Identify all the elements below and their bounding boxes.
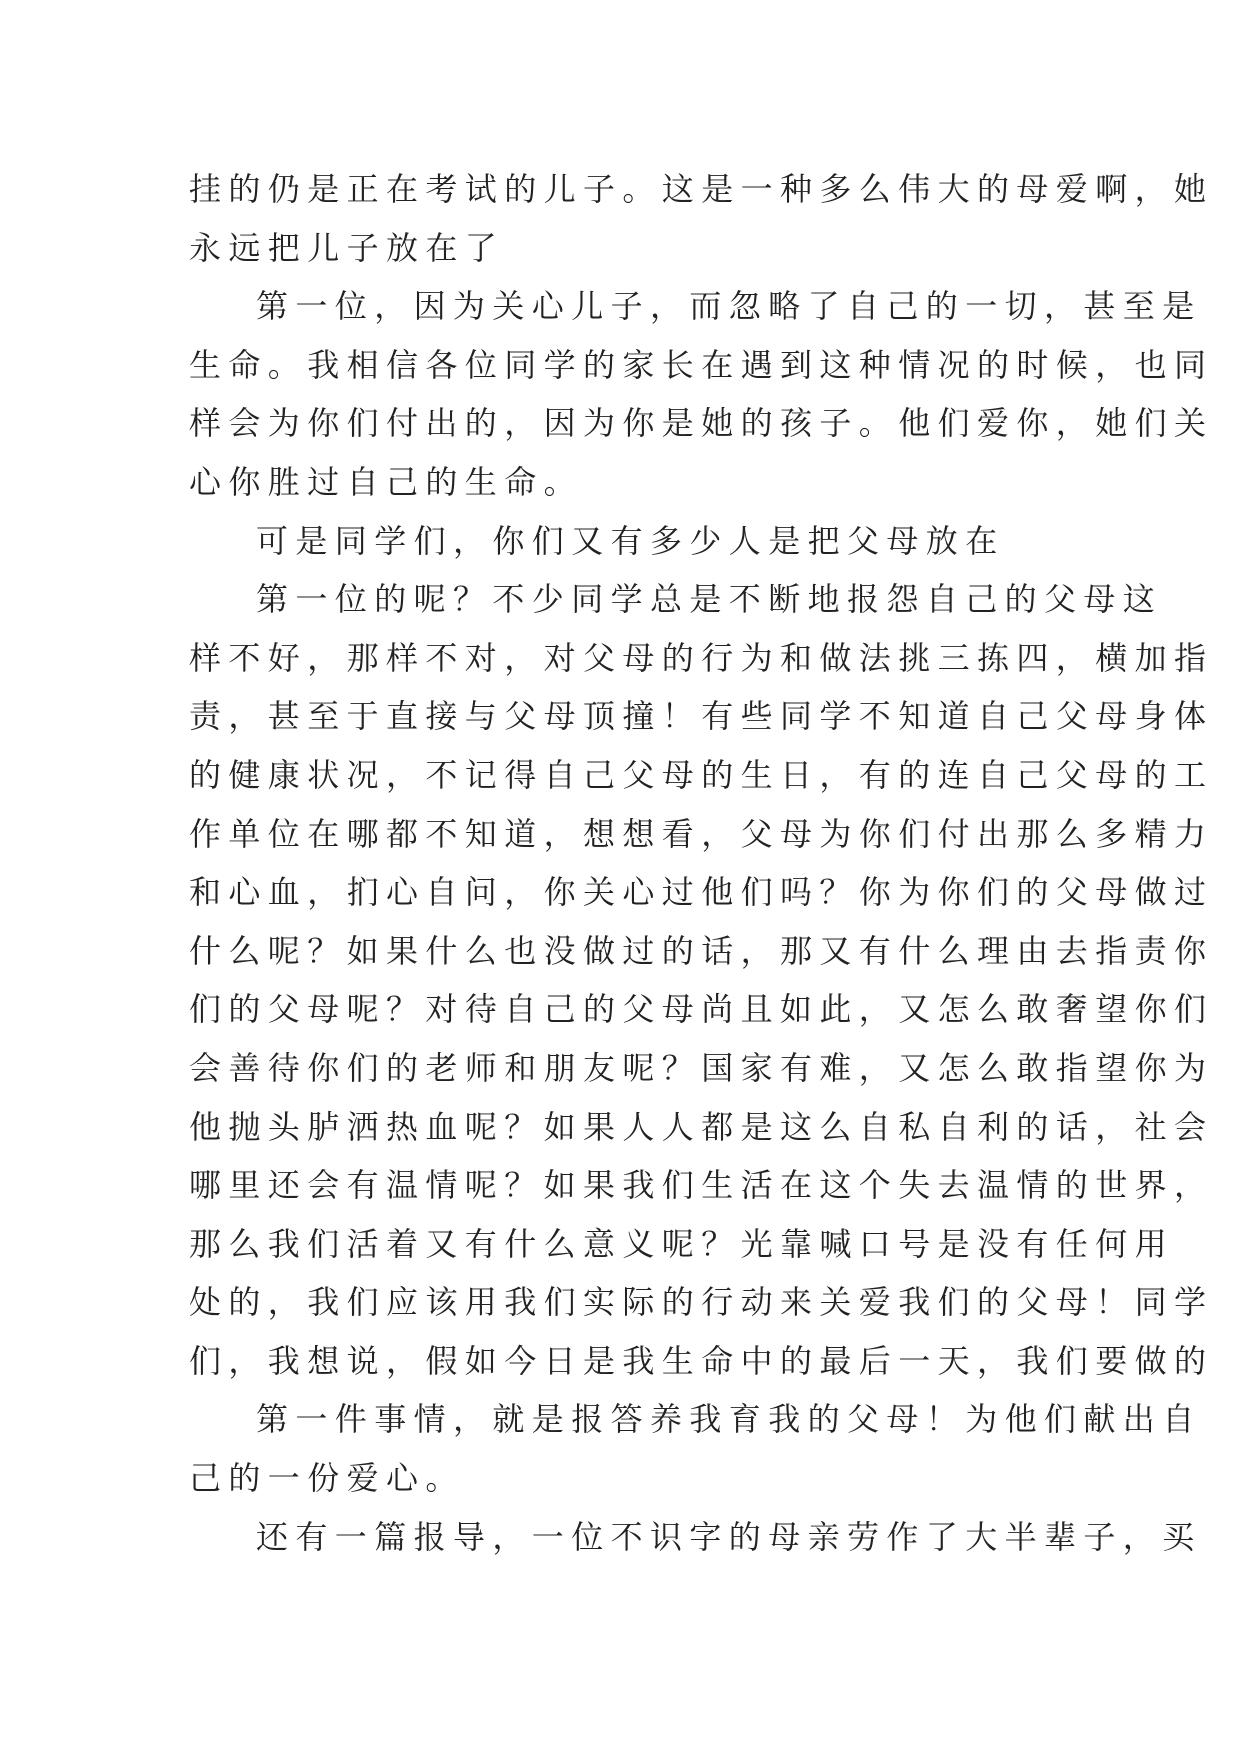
text-line: 挂的仍是正在考试的儿子。这是一种多么伟大的母爱啊，她: [189, 170, 1214, 208]
text-line: 的健康状况，不记得自己父母的生日，有的连自己父母的工: [189, 755, 1214, 794]
text-line: 样不好，那样不对，对父母的行为和做法挑三拣四，横加指: [189, 638, 1214, 677]
text-line: 哪里还会有温情呢？如果我们生活在这个失去温情的世界，: [189, 1166, 1214, 1205]
text-line: 心你胜过自己的生命。: [189, 462, 584, 501]
text-line: 处的，我们应该用我们实际的行动来关爱我们的父母！同学: [189, 1283, 1214, 1322]
text-line: 什么呢？如果什么也没做过的话，那又有什么理由去指责你: [189, 931, 1214, 970]
text-line: 还有一篇报导，一位不识字的母亲劳作了大半辈子，买: [256, 1517, 1202, 1556]
text-line: 会善待你们的老师和朋友呢？国家有难，又怎么敢指望你为: [189, 1048, 1214, 1087]
body-text: [189, 160, 1214, 1566]
text-line: 们，我想说，假如今日是我生命中的最后一天，我们要做的: [189, 1341, 1214, 1380]
text-line: 第一件事情，就是报答养我育我的父母！为他们献出自: [256, 1400, 1202, 1439]
text-line: 己的一份爱心。: [189, 1459, 465, 1498]
text-line: 责，甚至于直接与父母顶撞！有些同学不知道自己父母身体: [189, 697, 1214, 736]
text-line: 们的父母呢？对待自己的父母尚且如此，又怎么敢奢望你们: [189, 990, 1214, 1029]
text-line: 永远把儿子放在了: [189, 228, 505, 267]
text-line: 第一位，因为关心儿子，而忽略了自己的一切，甚至是: [256, 287, 1202, 326]
text-line: 可是同学们，你们又有多少人是把父母放在: [256, 521, 1005, 560]
text-line: 那么我们活着又有什么意义呢？光靠喊口号是没有任何用: [189, 1224, 1175, 1263]
text-line: 他抛头胪洒热血呢？如果人人都是这么自私自利的话，社会: [189, 1107, 1214, 1146]
text-line: 第一位的呢？不少同学总是不断地报怨自己的父母这: [256, 580, 1163, 619]
text-line: 和心血，扪心自问，你关心过他们吗？你为你们的父母做过: [189, 873, 1214, 912]
text-line: 作单位在哪都不知道，想想看，父母为你们付出那么多精力: [189, 814, 1214, 853]
text-line: 样会为你们付出的，因为你是她的孩子。他们爱你，她们关: [189, 404, 1214, 443]
text-line: 生命。我相信各位同学的家长在遇到这种情况的时候，也同: [189, 345, 1214, 384]
